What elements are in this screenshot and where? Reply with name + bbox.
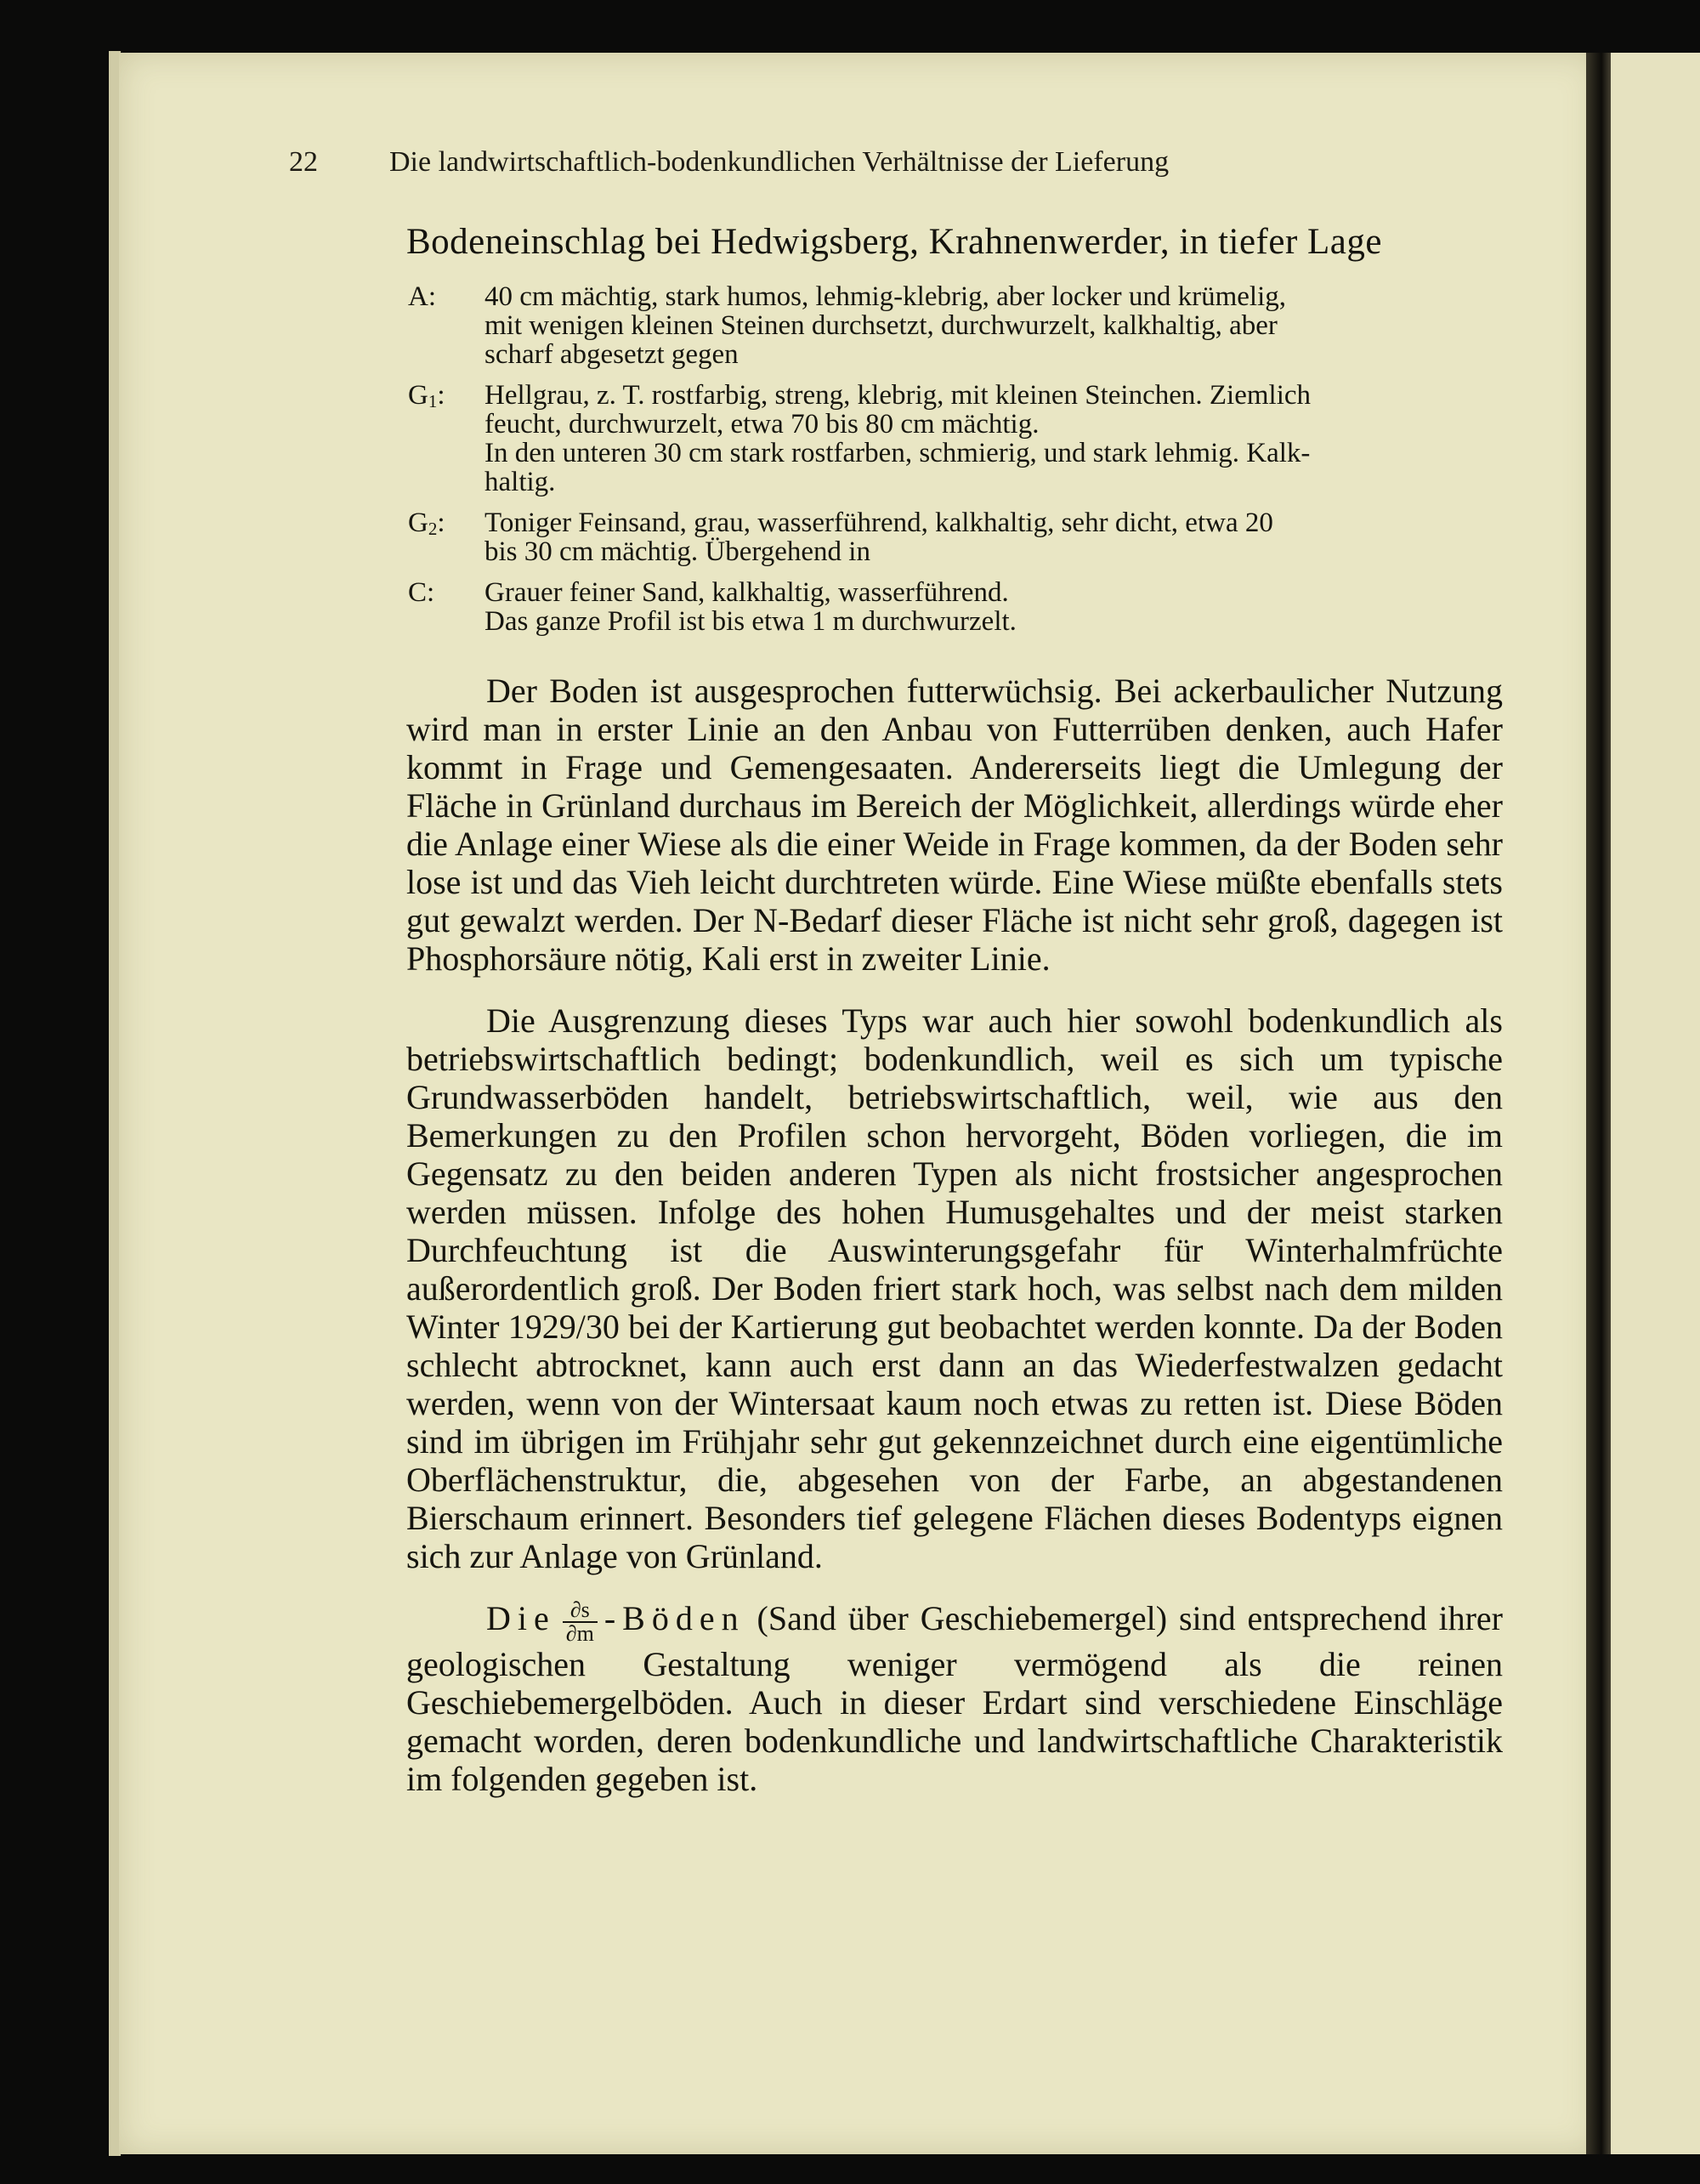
paragraph-rest: (Sand über Geschiebemergel) sind entsprechend ihrer geologischen Gestaltung weniger vermögend als die reinen Geschiebemergelböden. Auch in dieser Erdart sind verschiedene Einschläge gemacht worden, deren bodenkundliche und landwirtschaftliche Charakteristik im folgenden gegeben ist. (406, 1599, 1504, 1798)
soil-horizon-list (289, 282, 1683, 648)
soil-symbol-fraction (563, 1599, 598, 1645)
profile-title: Bodeneinschlag bei Hedwigsberg, Krahnenwerder, in tiefer Lage (406, 222, 1382, 262)
horizon-c (289, 578, 1683, 636)
horizon-line: bis 30 cm mächtig. Übergehend in (484, 536, 870, 567)
horizon-line: feucht, durchwurzelt, etwa 70 bis 80 cm mächtig. (484, 409, 1040, 440)
paragraph (406, 1599, 1503, 1798)
horizon-line: mit wenigen kleinen Steinen durchsetzt, durchwurzelt, kalkhaltig, aber (484, 310, 1278, 341)
horizon-description (484, 381, 1458, 496)
page-number: 22 (289, 146, 318, 178)
paragraph: Der Boden ist ausgesprochen futterwüchsig. Bei ackerbaulicher Nutzung wird man in erster Linie an den Anbau von Futterrüben denken, auch Hafer kommt in Frage und Gemengesaaten. Andererseits liegt die Umlegung der Fläche in Grünland durchaus im Bereich der Möglichkeit, allerdings würde eher die Anlage einer Wiese als die einer Weide in Frage kommen, da der Boden sehr lose ist und das Vieh leicht durchtreten würde. Eine Wiese müßte ebenfalls stets gut gewalzt werden. Der N-Bedarf dieser Fläche ist nicht sehr groß, dagegen ist Phosphorsäure nötig, Kali erst in zweiter Linie. (406, 672, 1503, 978)
paragraph: Die Ausgrenzung dieses Typs war auch hier sowohl bodenkundlich als betriebswirtschaftlich bedingt; bodenkundlich, weil es sich um typische Grundwasserböden handelt, betriebswirtschaftlich, weil, wie aus den Bemerkungen zu den Profilen schon hervorgeht, Böden vorliegen, die im Gegensatz zu den beiden anderen Typen als nicht frostsicher angesprochen werden müssen. Infolge des hohen Humusgehaltes und der meist starken Durchfeuchtung ist die Auswinterungsgefahr für Winterhalmfrüchte außerordentlich groß. Der Boden friert stark hoch, was selbst nach dem milden Winter 1929/30 bei der Kartierung gut beobachtet werden konnte. Da der Boden schlecht abtrocknet, kann auch erst dann an das Wiederfestwalzen gedacht werden, wenn von der Wintersaat kaum noch etwas zu retten ist. Diese Böden sind im übrigen im Frühjahr sehr gut gekennzeichnet durch eine eigentümliche Oberflächenstruktur, die, abgesehen von der Farbe, an abgestandenen Bierschaum erinnert. Besonders tief gelegene Flächen dieses Bodentyps eignen sich zur Anlage von Grünland. (406, 1001, 1503, 1575)
horizon-code: $G_1$: (408, 380, 445, 411)
paragraph-start: Die (486, 1599, 556, 1638)
horizon-line: Grauer feiner Sand, kalkhaltig, wasserführend. (484, 577, 1009, 608)
horizon-line: In den unteren 30 cm stark rostfarben, schmierig, und stark lehmig. Kalk- (484, 438, 1311, 468)
horizon-line: scharf abgesetzt gegen (484, 339, 739, 370)
horizon-description (484, 508, 1458, 566)
horizon-a (289, 282, 1683, 369)
horizon-code: C: (408, 577, 435, 608)
fraction-denominator: ∂m (565, 1621, 594, 1646)
horizon-line: Das ganze Profil ist bis etwa 1 m durchwurzelt. (484, 606, 1017, 637)
horizon-g1 (289, 381, 1683, 496)
horizon-code: A: (408, 281, 436, 312)
horizon-line: haltig. (484, 467, 556, 497)
horizon-code: $G_2$: (408, 508, 445, 539)
horizon-g2 (289, 508, 1683, 566)
horizon-description (484, 578, 1458, 636)
running-head (289, 146, 1504, 179)
horizon-line: Hellgrau, z. T. rostfarbig, streng, klebrig, mit kleinen Steinchen. Ziemlich (484, 380, 1312, 411)
horizon-line: Toniger Feinsand, grau, wasserführend, kalkhaltig, sehr dicht, etwa 20 (484, 508, 1273, 538)
fraction-numerator: ∂s (563, 1599, 598, 1623)
body-text (406, 672, 1503, 1822)
horizon-line: 40 cm mächtig, stark humos, lehmig-klebrig, aber locker und krümelig, (484, 281, 1287, 312)
horizon-description (484, 282, 1458, 369)
running-title: Die landwirtschaftlich-bodenkundlichen Verhältnisse der Lieferung (389, 146, 1170, 178)
paragraph-emphasis: -Böden (604, 1599, 745, 1638)
